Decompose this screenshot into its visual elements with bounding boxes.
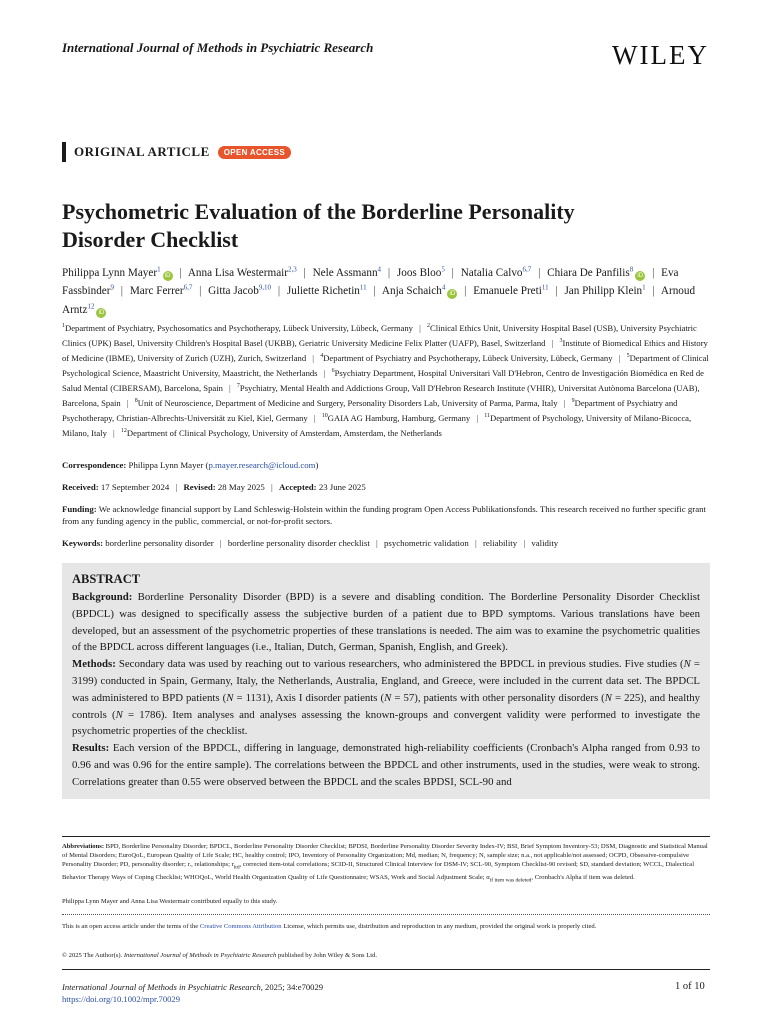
received-label: Received: [62,482,99,492]
keyword: borderline personality disorder [105,538,214,548]
orcid-icon[interactable]: iD [635,271,645,281]
keywords-label: Keywords: [62,538,104,548]
keywords [62,537,712,549]
author-name: Anna Lisa Westermair [187,266,288,279]
separator: | [229,383,231,394]
affiliation-item: $^7$Psychiatry, Mental Health and Addictions Group, Vall D'Hebron Research Institute (VHIR), Universitat Autònoma Barcelona (UAB), Barcelona, Spain [62,383,700,409]
doi-link[interactable]: https://doi.org/10.1002/mpr.70029 [62,994,181,1004]
separator: | [652,266,655,279]
separator: | [113,428,115,439]
abstract-background-label: Background: [72,591,133,603]
affiliation-item: $^1$Department of Psychiatry, Psychosomatics and Psychotherapy, Lübeck University, Lübeck, Germany [62,322,413,333]
abstract-body [72,589,700,791]
publisher-logo: WILEY [612,40,709,70]
page-number: 1 of 10 [675,981,705,992]
abstract-methods-label: Methods: [72,658,116,671]
separator: | [538,266,541,279]
accepted-label: Accepted: [278,482,317,492]
accepted-date: 23 June 2025 [318,482,366,492]
author[interactable] [62,267,173,279]
separator: | [219,538,222,548]
separator: | [312,352,315,363]
author-name: Nele Assmann [312,266,378,279]
license-note: This is an open access article under the terms of the Creative Commons Attribution License, which permits use, distribution and reproduction in any medium, provided the original work is properly cited. [62,923,597,930]
abstract-methods-text: Secondary data was used by reaching out to various researchers, who administered the BPDCL in previous studies. Five studies (N = 3199) conducted in Spain, Germany, Italy, the Netherlands, Australia, England, and Greece, were included in the current data set. The BPDCL was administered to BPD patients (N = 1131), Axis I disorder patients (N = 57), patients with other personality disorders (N = 225), and healthy controls (N = 1786). Item analyses and analyses assessing the known-groups and convergent validity were performed to investigate the psychometric properties of the checklist. [72,658,700,738]
separator: | [179,266,182,279]
separator: | [551,337,554,348]
keyword: psychometric validation [384,538,469,548]
author-name: Chiara De Panfilis [547,266,630,279]
separator: | [120,285,124,298]
author[interactable] [473,285,548,297]
abstract-results-label: Results: [72,742,110,755]
author-affiliation-sup: 1 [157,265,161,273]
orcid-icon[interactable]: iD [447,289,457,299]
funding-text: We acknowledge financial support by Land Schleswig-Holstein within the funding program Open Access Publikationsfonds. This research received no further specific grant from any funding agency in the public, commercial, or not-for-profit sectors. [62,504,706,526]
separator: | [476,413,479,424]
abstract-results-text: Each version of the BPDCL, differing in language, demonstrated high-reliability coefficients (Cronbach's Alpha ranged from 0.93 to 0.96 and was 0.96 for the entire sample). The correlations between the BPDCL and other instruments, used in the studies, were weak to strong. Correlations greater than 0.55 were observed between the BPDCL and the scales BPDSI, SCL-90 and [72,742,700,788]
affiliation-item: $^6$Psychiatry Department, Hospital Universitari Vall D'Hebron, Centro de Investigación Biomédica en Red de Salud Mental (CIBERSAM), Barcelona, Spain [62,368,704,394]
separator: | [523,538,526,548]
author-affiliation-sup: 9,10 [258,283,272,292]
separator: | [323,368,326,379]
orcid-icon[interactable]: iD [163,271,173,281]
affiliation-item: $^9$Department of Psychiatry and Psychotherapy, Christian-Albrechts-Universität zu Kiel, Kiel, Germany [62,398,678,424]
separator: | [618,352,621,363]
separator: | [464,285,467,298]
author[interactable] [547,267,645,279]
abstract-box [62,563,710,799]
abbreviations-label: Abbreviations: [62,843,105,850]
footer-journal: International Journal of Methods in Psychiatric Research [62,982,261,992]
footer-citation [62,981,323,1005]
correspondence-label: Correspondence: [62,460,127,470]
author-affiliation-sup: 4 [441,283,446,292]
author[interactable] [188,267,297,279]
author-affiliation-sup: 6,7 [522,265,532,273]
author-name: Natalia Calvo [460,266,523,279]
author[interactable] [130,285,192,297]
abstract-background-text: Borderline Personality Disorder (BPD) is a severe and disabling condition. The Borderline Personality Disorder Checklist (BPDCL) was designed to specifically assess the subjective burden of a patient due to BPD symptoms. Various translations have been developed, but an assessment of the psychometric properties of these translations is needed. The aim was to examine the psychometric qualities of the BPDCL across different languages (i.e., Italian, Dutch, German, Spanish, English, and Greek). [72,591,700,654]
separator: | [175,482,178,492]
author-affiliation-sup: 12 [87,302,95,311]
separator: | [474,538,477,548]
footer-volume: , 2025; 34:e70029 [260,982,324,992]
author-affiliation-sup: 4 [377,265,382,273]
funding-label: Funding: [62,504,97,514]
revised-label: Revised: [183,482,216,492]
author-affiliation-sup: 1 [642,283,646,292]
abstract-heading: ABSTRACT [72,572,141,586]
author-affiliation-sup: 6,7 [183,283,193,292]
author[interactable] [208,285,271,297]
open-access-badge: OPEN ACCESS [218,146,291,159]
footnote-rule [62,836,710,837]
author[interactable] [313,267,381,279]
equal-contribution-note: Philippa Lynn Mayer and Anna Lisa Westermair contributed equally to this study. [62,898,278,905]
author-name: Emanuele Preti [473,285,542,298]
footer-rule [62,969,710,970]
separator: | [313,413,316,424]
author[interactable] [461,267,532,279]
author-affiliation-sup: 9 [110,283,114,292]
journal-name[interactable]: International Journal of Methods in Psychiatric Research [62,40,374,55]
affiliation-item: $^{10}$GAIA AG Hamburg, Hamburg, Germany [321,413,471,424]
received-date: 17 September 2024 [100,482,170,492]
article-dates [62,481,712,493]
affiliation-item: $^5$Department of Clinical Psychological Science, Maastricht University, Maastricht, the Netherlands [62,352,709,379]
article-type-label: ORIGINAL ARTICLE [74,144,210,159]
affiliation-item: $^3$Institute of Biomedical Ethics and History of Medicine (IBME), University of Zurich (UZH), Zurich, Switzerland [62,337,708,363]
separator: | [652,285,655,298]
author-name: Marc Ferrer [129,285,184,298]
author[interactable] [397,267,445,279]
separator: | [419,322,421,333]
author-name: Jan Philipp Klein [564,285,643,298]
revised-date: 28 May 2025 [217,482,265,492]
article-type-bar [62,142,66,162]
separator: | [563,398,566,409]
author-name: Juliette Richetin [286,285,360,298]
correspondence-name: Philippa Lynn Mayer [128,460,204,470]
author[interactable] [564,285,645,297]
separator: | [303,266,306,279]
affiliation-item: $^{12}$Department of Clinical Psychology, University of Amsterdam, Amsterdam, the Netherlands [120,428,442,439]
separator: | [277,285,281,298]
separator: | [451,266,454,279]
author-affiliation-sup: 11 [541,283,549,292]
keyword: validity [531,538,559,548]
affiliation-item: $^8$Unit of Neuroscience, Department of Medicine and Surgery, Personality Disorders Lab, University of Parma, Parma, Italy [134,398,558,409]
separator: | [373,285,376,298]
affiliation-item: $^4$Department of Psychiatry and Psychotherapy, Lübeck University, Lübeck, Germany [320,352,613,363]
orcid-icon[interactable]: iD [96,308,106,318]
author-affiliation-sup: 2,3 [288,265,297,273]
author-name: Anja Schaich [381,285,442,298]
affiliation-item: $^{11}$Department of Psychology, University of Milano-Bicocca, Milano, Italy [62,413,692,439]
author-affiliation-sup: 8 [629,265,634,273]
author-list [62,262,712,318]
affiliation-item: $^2$Clinical Ethics Unit, University Hospital Basel (USB), University Psychiatric Clinics (UPK) Basel, University Children's Hospital Basel (UKBB), Geriatric University Medicine Felix Platter (UAFP), Basel, Switzerland [62,322,697,348]
separator: | [376,538,378,548]
keyword: reliability [482,538,518,548]
author-name: Eva Fassbinder [62,266,679,298]
footnote-divider [62,914,710,915]
separator: | [199,285,202,298]
article-title-line: Disorder Checklist [62,227,239,252]
article-type [62,142,291,162]
author-affiliation-sup: 5 [441,265,445,273]
correspondence: Correspondence: Philippa Lynn Mayer (p.mayer.research@icloud.com) [62,460,319,470]
correspondence-email-link[interactable]: p.mayer.research@icloud.com [208,460,316,470]
funding [62,503,712,527]
affiliation-list [62,320,712,441]
creative-commons-link[interactable]: Creative Commons Attribution [199,923,282,930]
author[interactable] [382,285,457,297]
author-name: Joos Bloo [396,266,442,279]
copyright-note: © 2025 The Author(s). International Journal of Methods in Psychiatric Research published by John Wiley & Sons Ltd. [62,952,378,959]
author-affiliation-sup: 11 [359,283,367,292]
separator: | [271,482,273,492]
separator: | [387,266,391,279]
author-name: Gitta Jacob [208,285,259,298]
article-title-line: Psychometric Evaluation of the Borderline Personality [62,199,575,224]
keyword: borderline personality disorder checklist [227,538,370,548]
separator: | [126,398,129,409]
abbreviations-note: Abbreviations: BPD, Borderline Personality Disorder; BPDCL, Borderline Personality Disorder Checklist; BPDSI, Borderline Personality Disorder Severity Index-IV; BSI, Brief Symptom Inventory-53; DSM, Diagnostic and Statistical Manual of Mental Disorders; EuroQoL, European Quality of Life Scale; HC, healthy control; IPO, Inventory of Personality Organization; Md, median; N, frequency; N, sample size; n.a., not applicable/not assessed; OCPD, Obsessive-compulsive Personality Disorder; PD, personality disorder; r., relationships; $r_{itd}$, corrected item-total correlations; SCID-II, Structured Clinical Interview for DSM-IV; SCL-90, Symptom Checklist-90 revised; SD, standard deviation; WCCL, Dialectical Behavior Therapy Ways of Coping Checklist; WHOQoL, World Health Organization Quality of Life Questionnaire; WSAS, Work and Social Adjustment Scale; $\alpha_{if item was deleted}$, Cronbach's Alpha if item was deleted. [62,843,708,884]
separator: | [555,285,558,298]
article-title [62,198,702,254]
author-name: Arnoud Arntz [62,285,696,317]
author[interactable] [287,285,367,297]
author-name: Philippa Lynn Mayer [62,266,158,279]
